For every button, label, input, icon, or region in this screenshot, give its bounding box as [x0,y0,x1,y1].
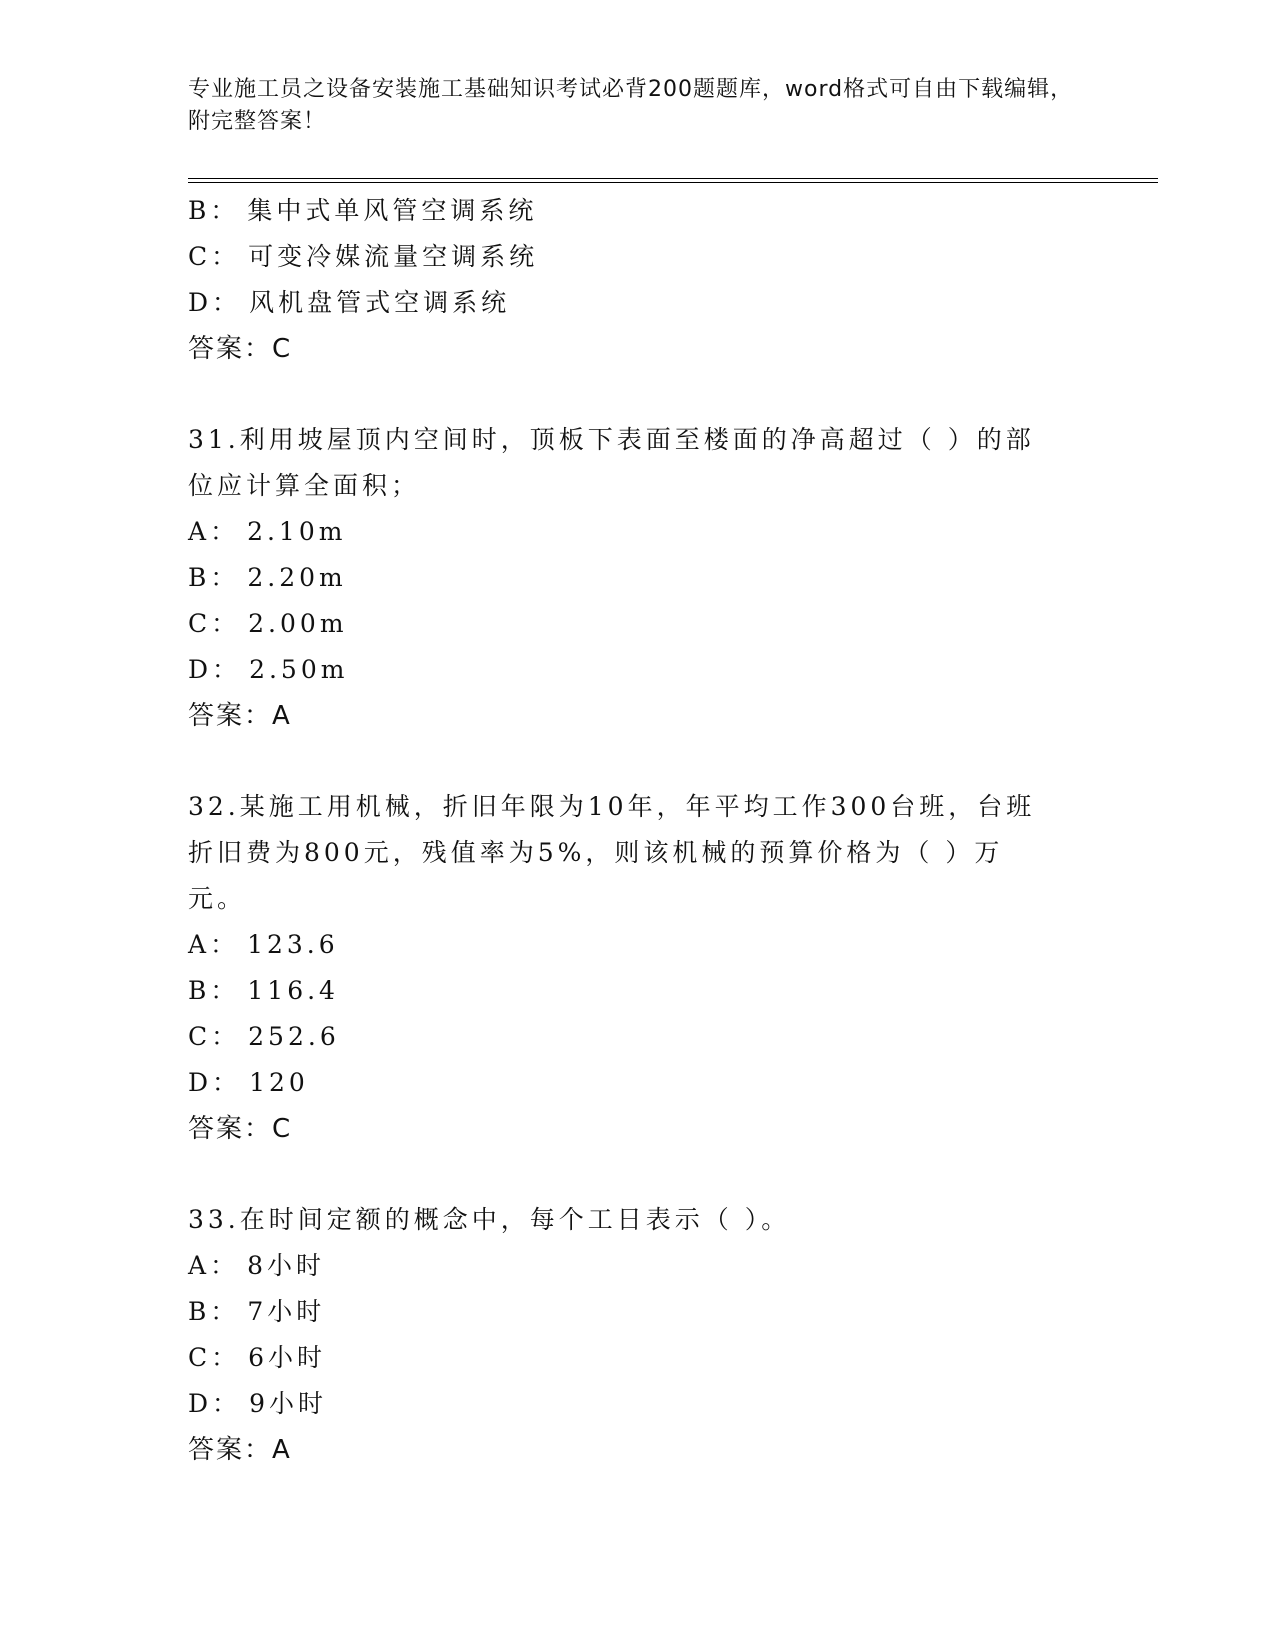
option-d: D： 2.50m [188,655,349,684]
header-divider-top [188,178,1158,179]
document-header: 专业施工员之设备安装施工基础知识考试必背200题题库，word格式可自由下载编辑，附完整答案！ [188,77,1074,134]
option-c: C： 6小时 [188,1343,327,1372]
option-c: C： 2.00m [188,609,348,638]
option-b: B： 116.4 [188,976,339,1005]
option-a: A： 123.6 [188,930,339,959]
option-d: D： 120 [188,1068,309,1097]
header-divider-bottom [188,182,1158,183]
continued-question [188,188,1068,372]
question-32 [188,784,1068,1152]
option-c: C： 252.6 [188,1022,340,1051]
answer-line: 答案：C [188,1114,293,1144]
option-b: B： 2.20m [188,563,347,592]
option-a: A： 8小时 [188,1251,325,1280]
answer-line: 答案：C [188,334,293,364]
question-31 [188,417,1068,739]
question-stem: 33.在时间定额的概念中，每个工日表示（ ）。 [188,1205,791,1234]
answer-line: 答案：A [188,701,292,731]
option-c: C： 可变冷媒流量空调系统 [188,242,539,271]
option-a: A： 2.10m [188,517,347,546]
question-stem: 32.某施工用机械，折旧年限为10年，年平均工作300台班，台班折旧费为800元，残值率为5%，则该机械的预算价格为（ ）万元。 [188,792,1036,913]
answer-line: 答案：A [188,1435,292,1465]
question-33 [188,1197,1068,1473]
question-list [188,188,1068,1473]
question-stem: 31.利用坡屋顶内空间时，顶板下表面至楼面的净高超过（ ）的部位应计算全面积； [188,425,1035,500]
option-d: D： 风机盘管式空调系统 [188,288,511,317]
option-b: B： 集中式单风管空调系统 [188,196,538,225]
option-d: D： 9小时 [188,1389,327,1418]
option-b: B： 7小时 [188,1297,326,1326]
